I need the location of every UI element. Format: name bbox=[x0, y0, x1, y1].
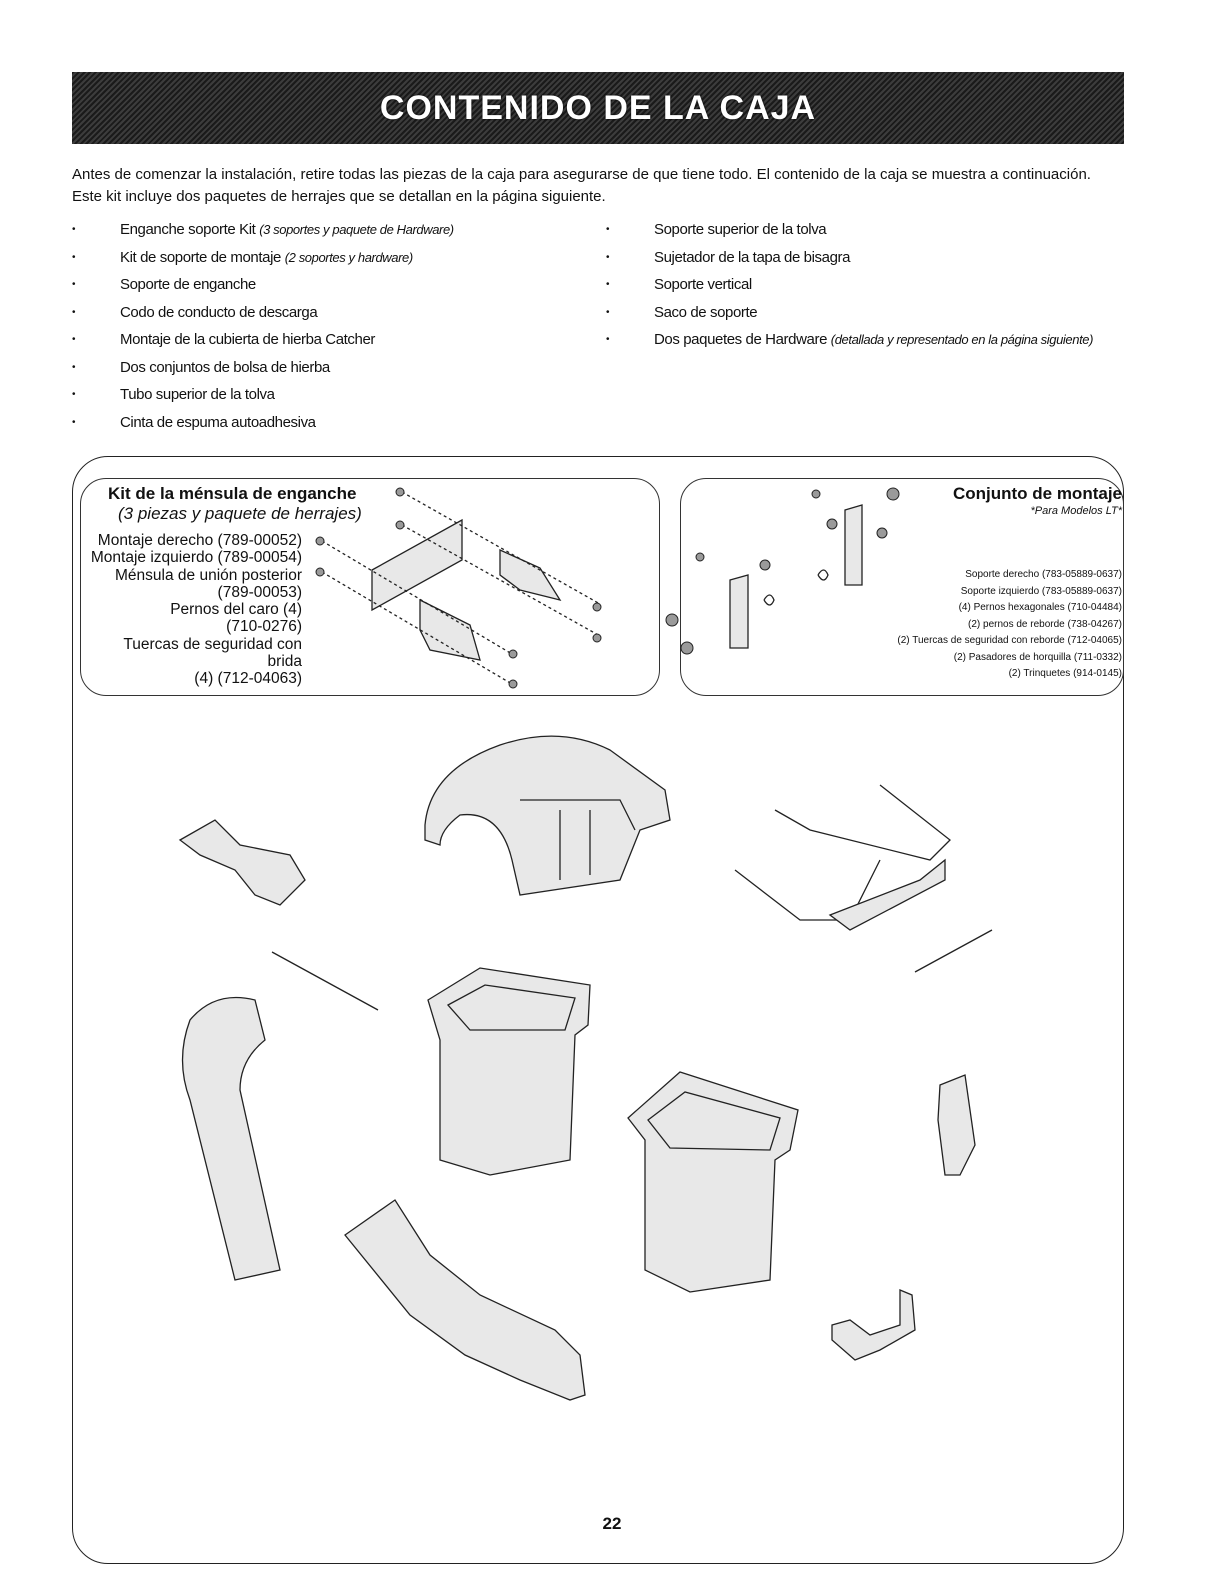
flange-lock-nut-icon bbox=[509, 680, 517, 688]
hitch-kit-line: Montaje derecho (789-00052) bbox=[97, 532, 302, 549]
lock-nut-icon bbox=[760, 560, 770, 570]
clevis-pin-icon bbox=[818, 570, 828, 580]
discharge-chute-elbow bbox=[180, 820, 305, 905]
right-mount-bracket bbox=[500, 550, 560, 600]
intro-paragraph: Antes de comenzar la instalación, retire todas las piezas de la caja para asegurarse de que tiene todo. El contenido de la caja se muestra a continuación. Este kit incluye dos paquetes de herrajes que se detallan en la página siguiente. bbox=[72, 166, 1091, 205]
item-text: Codo de conducto de descarga bbox=[120, 303, 318, 321]
upper-chute-tube bbox=[183, 998, 281, 1281]
mount-line: Soporte izquierdo (783-05889-0637) bbox=[960, 585, 1122, 597]
grass-bag-1 bbox=[428, 968, 590, 1175]
hitch-kit-line: Tuercas de seguridad con brida bbox=[123, 635, 302, 671]
mount-line: (2) Trinquetes (914-0145) bbox=[1008, 668, 1122, 679]
grass-catcher-cover bbox=[425, 736, 670, 895]
hitch-kit-line: (710-0276) bbox=[226, 618, 302, 636]
mount-line: (2) Tuercas de seguridad con reborde (712-04065) bbox=[897, 635, 1122, 646]
right-mount-plate bbox=[845, 505, 862, 585]
item-note: (detallada y representado en la página siguiente) bbox=[830, 332, 1094, 347]
hitch-kit-title: Kit de la ménsula de enganche bbox=[108, 484, 357, 503]
bag-frame-assembly bbox=[735, 785, 950, 930]
item-text: Sujetador de la tapa de bisagra bbox=[654, 248, 851, 266]
item-text: Cinta de espuma autoadhesiva bbox=[120, 413, 316, 431]
foam-tape-strip bbox=[272, 952, 378, 1010]
ratchet-icon bbox=[681, 642, 693, 654]
page-number: 22 bbox=[602, 1514, 622, 1533]
item-text: Soporte superior de la tolva bbox=[654, 221, 827, 238]
flange-lock-nut-icon bbox=[593, 603, 601, 611]
hex-bolt-icon bbox=[812, 490, 820, 498]
mount-line: (4) Pernos hexagonales (710-04484) bbox=[958, 602, 1122, 613]
item-text: Dos conjuntos de bolsa de hierba bbox=[120, 358, 330, 376]
item-text: Soporte de enganche bbox=[120, 276, 256, 293]
hinge-cover-bracket bbox=[832, 1290, 915, 1360]
item-text: Kit de soporte de montaje bbox=[120, 248, 285, 266]
clevis-pin-icon bbox=[764, 595, 774, 605]
carriage-bolt-icon bbox=[396, 488, 404, 496]
hitch-kit-line: (789-00053) bbox=[217, 583, 302, 601]
rear-connecting-bracket bbox=[372, 520, 462, 610]
mount-line: (2) Pasadores de horquilla (711-0332) bbox=[953, 651, 1122, 663]
hitch-bracket-drawing bbox=[316, 488, 601, 688]
item-text: Enganche soporte Kit bbox=[120, 221, 260, 238]
item-text: Saco de soporte bbox=[654, 303, 758, 321]
item-note: (3 soportes y paquete de Hardware) bbox=[259, 222, 454, 237]
left-mount-plate bbox=[730, 575, 748, 648]
item-text: Tubo superior de la tolva bbox=[120, 386, 275, 403]
section-title: CONTENIDO DE LA CAJA bbox=[379, 88, 817, 127]
shoulder-bolt-icon bbox=[666, 614, 678, 626]
carriage-bolt-icon bbox=[316, 537, 324, 545]
item-note: (2 soportes y hardware) bbox=[284, 249, 413, 265]
shoulder-bolt-icon bbox=[887, 488, 899, 500]
mount-line: Soporte derecho (783-05889-0637) bbox=[965, 569, 1122, 580]
left-mount-bracket bbox=[420, 600, 480, 660]
hex-bolt-icon bbox=[696, 553, 704, 561]
vertical-support bbox=[938, 1075, 975, 1175]
hitch-kit-line: Ménsula de unión posterior bbox=[115, 566, 302, 584]
mounting-assembly-drawing bbox=[666, 488, 899, 654]
hitch-kit-line: Montaje izquierdo (789-00054) bbox=[90, 549, 302, 567]
mount-subtitle: *Para Modelos LT* bbox=[1030, 505, 1122, 517]
lower-chute-elbow bbox=[345, 1200, 585, 1400]
hitch-pin-icon bbox=[877, 528, 887, 538]
item-text: Montaje de la cubierta de hierba Catcher bbox=[120, 331, 375, 348]
grass-bag-2 bbox=[628, 1072, 798, 1292]
carriage-bolt-icon bbox=[316, 568, 324, 576]
hitch-kit-subtitle: (3 piezas y paquete de herrajes) bbox=[118, 504, 362, 523]
support-rod bbox=[915, 930, 992, 972]
item-text: Dos paquetes de Hardware bbox=[654, 331, 831, 348]
flange-lock-nut-icon bbox=[593, 634, 601, 642]
mount-line: (2) pernos de reborde (738-04267) bbox=[968, 618, 1122, 630]
frame-cross-bracket bbox=[830, 860, 945, 930]
carriage-bolt-icon bbox=[396, 521, 404, 529]
lock-nut-icon bbox=[827, 519, 837, 529]
hitch-kit-line: (4) (712-04063) bbox=[194, 670, 302, 688]
item-text: Soporte vertical bbox=[654, 276, 752, 293]
hitch-kit-line: Pernos del caro (4) bbox=[170, 601, 302, 619]
mount-title: Conjunto de montaje bbox=[952, 484, 1122, 503]
flange-lock-nut-icon bbox=[509, 650, 517, 658]
